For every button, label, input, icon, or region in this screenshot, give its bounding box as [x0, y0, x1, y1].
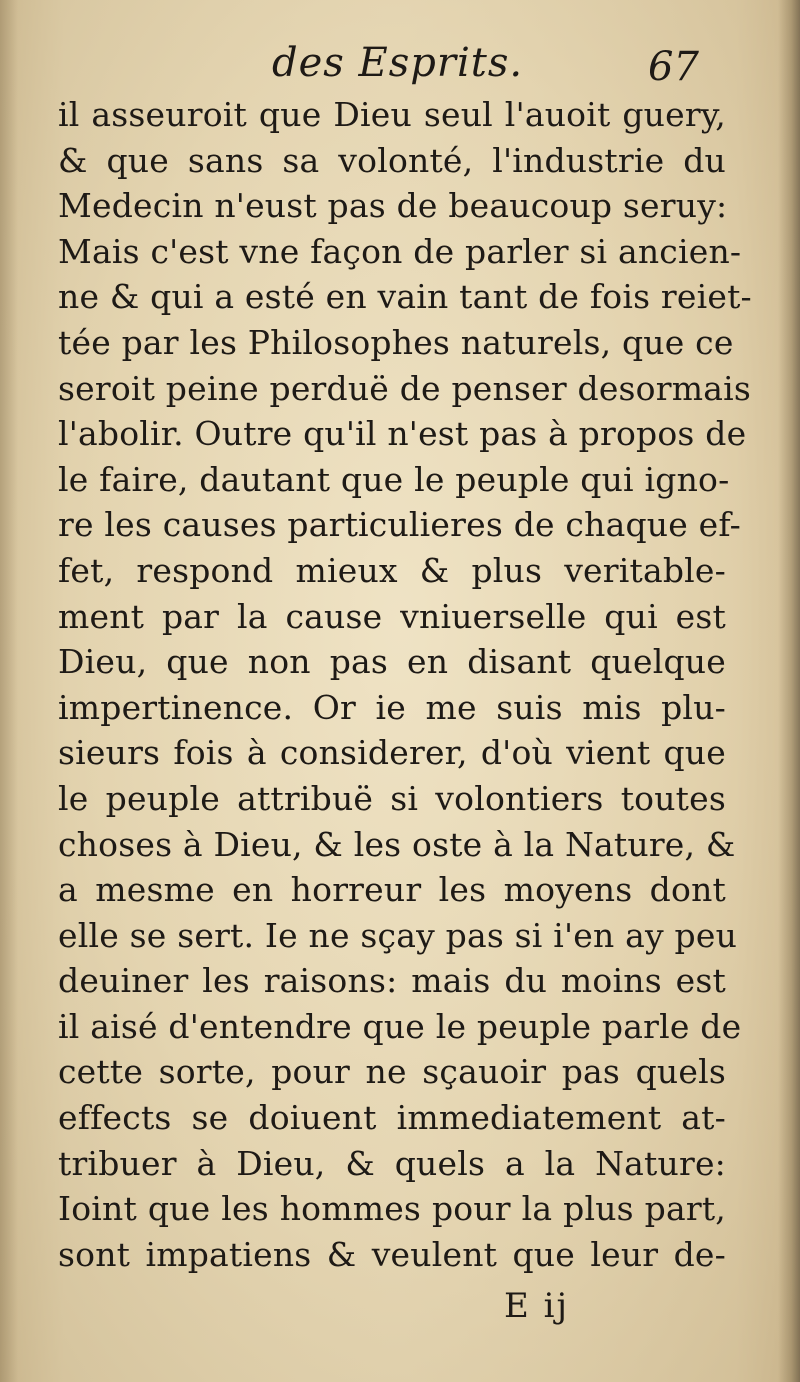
text-line: il asseuroit que Dieu seul l'auoit guery, [58, 95, 726, 134]
text-line: effects se doiuent immediatement at- [58, 1098, 726, 1138]
page-gutter-shadow [0, 0, 18, 1382]
signature-mark: E ij [504, 1286, 570, 1326]
text-line: deuiner les raisons: mais du moins est [58, 961, 726, 1001]
body-text [58, 92, 752, 1277]
text-line: choses à Dieu, & les oste à la Nature, & [58, 824, 736, 864]
text-line: sieurs fois à considerer, d'où vient que [58, 733, 726, 773]
text-line: & que sans sa volonté, l'industrie du [58, 140, 726, 180]
text-line: a mesme en horreur les moyens dont [58, 870, 726, 910]
text-line: re les causes particulieres de chaque ef- [58, 505, 741, 545]
text-line: ne & qui a esté en vain tant de fois reiet- [58, 277, 752, 317]
text-line: cette sorte, pour ne sçauoir pas quels [58, 1052, 726, 1092]
running-head: des Esprits. [272, 40, 524, 86]
text-line: Medecin n'eust pas de beaucoup seruy: [58, 186, 728, 226]
text-line: tée par les Philosophes naturels, que ce [58, 322, 734, 362]
page-header [0, 38, 800, 88]
text-line: l'abolir. Outre qu'il n'est pas à propos de [58, 414, 747, 454]
text-line: Ioint que les hommes pour la plus part, [58, 1189, 726, 1229]
text-line: seroit peine perduë de penser desormais [58, 368, 751, 408]
text-line: le peuple attribuë si volontiers toutes [58, 778, 726, 818]
text-line: fet, respond mieux & plus veritable- [58, 550, 726, 590]
text-line: sont impatiens & veulent que leur de- [58, 1234, 726, 1274]
page-edge-shadow [778, 0, 800, 1382]
text-line: impertinence. Or ie me suis mis plu- [58, 687, 726, 727]
text-line: elle se sert. Ie ne sçay pas si i'en ay peu [58, 915, 738, 955]
text-line: Mais c'est vne façon de parler si ancien- [58, 231, 742, 271]
page-number: 67 [648, 44, 699, 90]
text-line: tribuer à Dieu, & quels a la Nature: [58, 1143, 726, 1183]
text-line: ment par la cause vniuerselle qui est [58, 596, 726, 636]
text-line: le faire, dautant que le peuple qui igno- [58, 459, 730, 499]
text-line: Dieu, que non pas en disant quelque [58, 642, 726, 682]
text-line: il aisé d'entendre que le peuple parle de [58, 1006, 742, 1046]
